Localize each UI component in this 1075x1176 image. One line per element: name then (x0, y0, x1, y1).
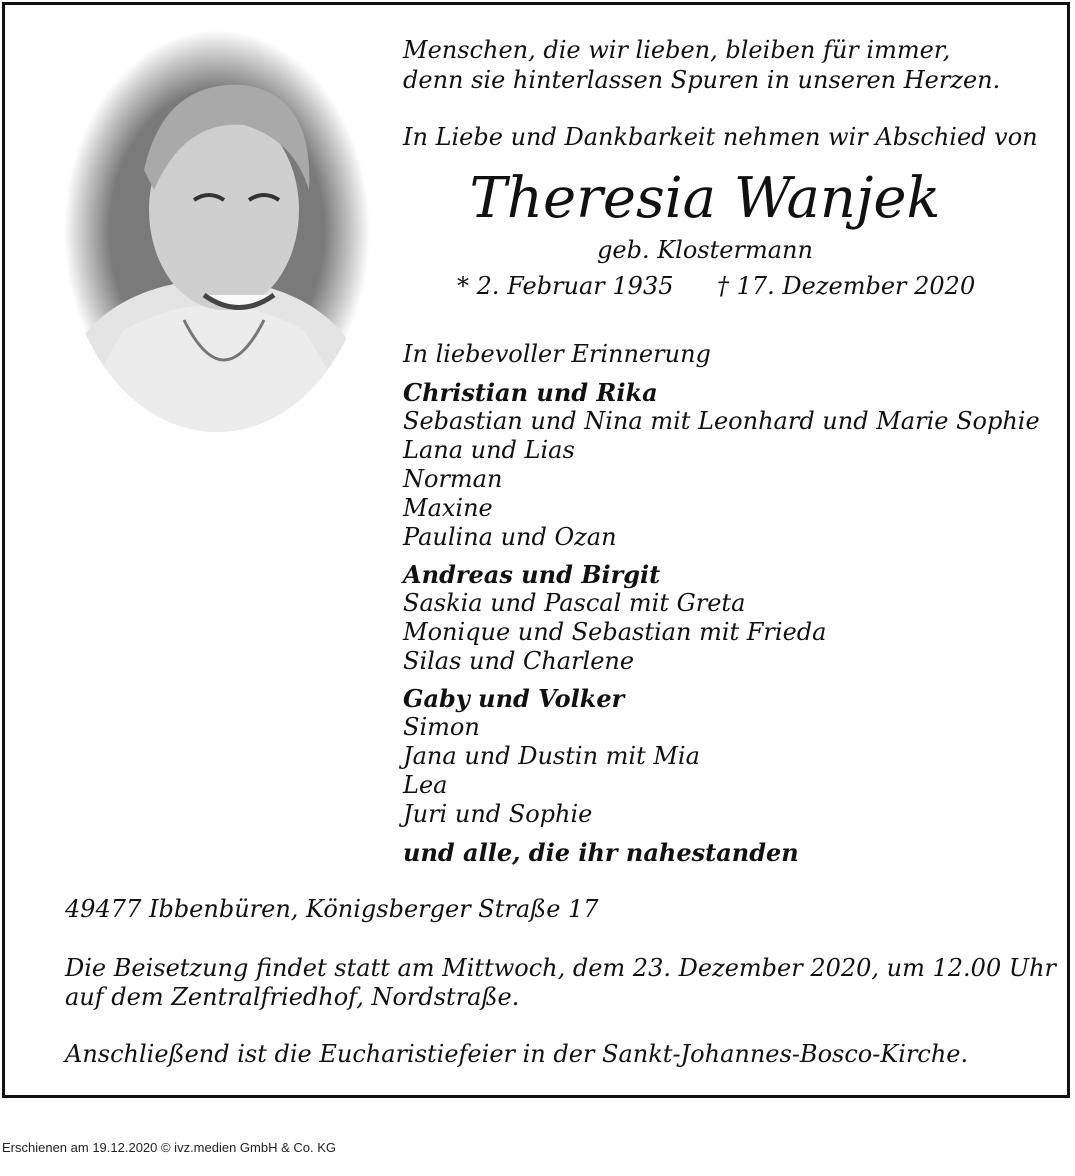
birth-date: * 2. Februar 1935 (457, 272, 674, 300)
family-member: Maxine (403, 494, 493, 522)
burial-line-1: Die Beisetzung findet statt am Mittwoch, dem 23. Dezember 2020, um 12.00 Uhr (65, 954, 1056, 982)
family-head-2: Andreas und Birgit (403, 560, 661, 589)
family-head-3: Gaby und Volker (403, 684, 625, 713)
burial-line-2: auf dem Zentralfriedhof, Nordstraße. (65, 983, 520, 1011)
family-member: Lea (403, 771, 448, 799)
family-member: Juri und Sophie (403, 800, 593, 828)
family-member: Monique und Sebastian mit Frieda (403, 618, 827, 646)
family-member: Lana und Lias (403, 436, 575, 464)
family-member: Sebastian und Nina mit Leonhard und Marie Sophie (403, 407, 1040, 435)
family-member: Silas und Charlene (403, 647, 635, 675)
death-date: † 17. Dezember 2020 (717, 272, 976, 300)
address-text: 49477 Ibbenbüren, Königsberger Straße 17 (65, 895, 599, 923)
publication-footer: Erschienen am 19.12.2020 © ivz.medien GmbH & Co. KG (2, 1140, 337, 1155)
family-head-1: Christian und Rika (403, 378, 658, 407)
family-member: Simon (403, 713, 480, 741)
family-member: Saskia und Pascal mit Greta (403, 589, 746, 617)
mass-text: Anschließend ist die Eucharistiefeier in der Sankt-Johannes-Bosco-Kirche. (65, 1040, 969, 1068)
memory-text: In liebevoller Erinnerung (403, 340, 711, 368)
closing-text: und alle, die ihr nahestanden (403, 838, 799, 867)
portrait-photo (64, 30, 370, 432)
deceased-name: Theresia Wanjek (469, 166, 941, 231)
family-member: Norman (403, 465, 503, 493)
family-member: Paulina und Ozan (403, 523, 617, 551)
maiden-name: geb. Klostermann (597, 236, 813, 264)
intro-text: In Liebe und Dankbarkeit nehmen wir Abschied von (403, 123, 1038, 151)
family-member: Jana und Dustin mit Mia (403, 742, 700, 770)
quote-line-1: Menschen, die wir lieben, bleiben für immer, (403, 36, 951, 64)
quote-line-2: denn sie hinterlassen Spuren in unseren Herzen. (403, 66, 1001, 94)
